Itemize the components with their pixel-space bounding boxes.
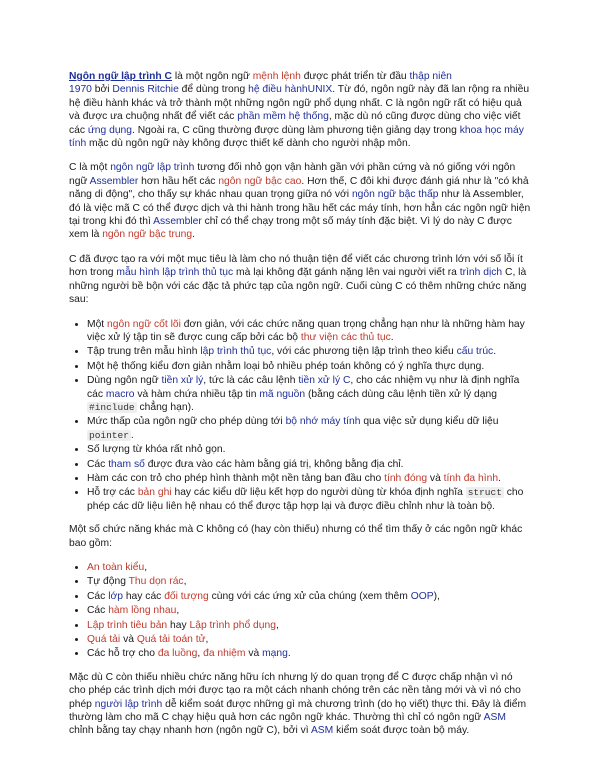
text: Một xyxy=(87,318,108,330)
text: Mặc dù C còn thiếu nhiều chức năng hữu ích nhưng lý do quan trọng để C được chấp nhận vì nó cho phép các trình dịch mới được tạo ra một cách nhanh chóng trên các nền tảng mới và vì nó cho phép xyxy=(69,671,521,710)
text: . xyxy=(287,648,291,660)
text: . Từ đó, ngôn ngữ này đã lan rộng ra nhiều hệ điều hành khác và trở thành một những ngôn ngữ phổ dụng nhất. C là ngôn ngữ rất có hiệu quả và được ưa chuộng nhất để viết các xyxy=(69,84,530,123)
text: được đưa vào các hàm bằng giá trị, không bằng địa chỉ. xyxy=(144,458,404,470)
text: hơn hầu hết các xyxy=(138,175,219,187)
text: và xyxy=(427,472,444,484)
list-item xyxy=(87,647,531,660)
link-ngon-ngu-bac-trung[interactable]: ngôn ngữ bậc trung xyxy=(102,229,193,241)
text: , cho các nhiệm vụ như là định nghĩa các xyxy=(87,375,520,400)
text: Các xyxy=(87,590,109,602)
text: , xyxy=(205,634,209,646)
text: . Hơn thế, C đôi khi được đánh giá như là "có khả năng di động", cho thấy sự khác nhau quan trọng giữa nó với xyxy=(69,175,529,201)
text: , xyxy=(197,648,204,660)
text: . xyxy=(130,429,134,441)
list-item xyxy=(87,458,531,471)
text: Số lượng từ khóa rất nhỏ gọn. xyxy=(87,444,226,456)
text: Mức thấp của ngôn ngữ cho phép dùng tới xyxy=(87,416,286,428)
list-item xyxy=(87,360,531,373)
link-khoa-hoc-may-tinh[interactable]: khoa học máy tính xyxy=(69,124,524,150)
list-item xyxy=(87,619,531,632)
text: và xyxy=(120,634,137,646)
text: tương đối nhỏ gọn vận hành gần với phần cứng và nó giống với ngôn ngữ xyxy=(69,162,516,187)
text: bởi xyxy=(91,84,113,96)
text: để dùng trong xyxy=(178,84,249,96)
link-qua-tai[interactable]: Quá tải xyxy=(87,634,121,646)
text: , xyxy=(183,576,187,588)
text: Tự động xyxy=(87,576,129,588)
paragraph-4 xyxy=(69,523,531,550)
text: hay các xyxy=(122,590,165,602)
text: , xyxy=(275,619,279,631)
text: . xyxy=(390,331,394,343)
article-title-link[interactable]: Ngôn ngữ lập trình C xyxy=(69,71,172,82)
list-item xyxy=(87,345,531,358)
link-mang[interactable]: mạng xyxy=(262,648,288,660)
list-item xyxy=(87,415,531,442)
list-item xyxy=(87,633,531,646)
link-dennis-ritchie[interactable]: Dennis Ritchie xyxy=(112,84,179,96)
link-bo-nho-may-tinh[interactable]: bộ nhớ máy tính xyxy=(285,416,361,428)
link-ham-long-nhau[interactable]: hàm lồng nhau xyxy=(108,605,177,617)
list-item xyxy=(87,472,531,485)
list-item xyxy=(87,443,531,456)
text: . xyxy=(493,346,497,358)
text: chỉ có thể chạy trong một số máy tính đặc biệt. Vì lý do này C được xem là xyxy=(69,216,512,241)
link-ngon-ngu-lap-trinh[interactable]: ngôn ngữ lập trình xyxy=(110,162,195,174)
text: ), xyxy=(433,590,440,602)
text: Dùng ngôn ngữ xyxy=(87,375,162,387)
text: mà lại không đặt gánh nặng lên vai người viết ra xyxy=(233,267,460,279)
intro-paragraph xyxy=(69,70,531,150)
text: . xyxy=(192,229,195,241)
text: C, là những người bề bộn với các đặc tả phức tạp của ngôn ngữ. Cuối cùng C có thêm những chức năng sau: xyxy=(69,267,527,306)
text: đơn giản, với các chức năng quan trọng chẳng hạn như là những hàm hay việc xử lý tập tin sẽ được cung cấp bởi các bộ xyxy=(87,318,525,343)
link-ngon-ngu-bac-thap[interactable]: ngôn ngữ bậc thấp xyxy=(351,189,439,201)
list-item xyxy=(87,374,531,414)
link-tinh-dong[interactable]: tính đóng xyxy=(384,472,428,484)
link-assembler[interactable]: Assembler xyxy=(89,175,139,187)
text: kiểm soát được toàn bộ máy. xyxy=(333,725,470,737)
link-lop[interactable]: lớp xyxy=(108,590,123,602)
features-list xyxy=(69,318,531,514)
link-thu-don-rac[interactable]: Thu dọn rác xyxy=(128,576,184,588)
list-item xyxy=(87,604,531,617)
article xyxy=(69,70,531,749)
text: cho phép các dữ liệu liên hệ nhau có thể được tập hợp lại và được điều chỉnh như là toàn bộ. xyxy=(87,487,524,512)
link-assembler-2[interactable]: Assembler xyxy=(153,216,202,228)
text: . xyxy=(498,472,501,484)
link-an-toan-kieu[interactable]: An toàn kiểu xyxy=(87,562,145,573)
text: chẳng hạn). xyxy=(136,401,194,413)
list-item xyxy=(87,590,531,603)
text: dễ kiểm soát được những gì mà chương trình (do họ viết) thực thi. Đây là điểm thường làm cho mã C chạy hiệu quả hơn các ngôn ngữ khác. Thường thì chỉ có ngôn ngữ xyxy=(69,698,527,724)
text: và xyxy=(245,648,263,660)
text: là một ngôn ngữ xyxy=(171,71,253,82)
link-lap-trinh-pho-dung[interactable]: Lập trình phổ dụng xyxy=(189,619,276,631)
text: cùng với các ứng xử của chúng (xem thêm xyxy=(208,590,411,602)
paragraph-3 xyxy=(69,253,531,307)
text: như là Assembler, đó là việc mã C có thể được dịch và thi hành trong hầu hết các máy tính, hơn hẳn các ngôn ngữ hiện tại trong khi đó thì xyxy=(69,189,531,228)
link-macro[interactable]: macro xyxy=(105,388,135,400)
text: hay các kiểu dữ liệu kết hợp do người dùng từ khóa định nghĩa xyxy=(171,487,466,499)
text: Một hệ thống kiểu đơn giản nhằm loại bỏ nhiều phép toán không có ý nghĩa thực dụng. xyxy=(87,360,485,372)
link-oop[interactable]: OOP xyxy=(410,590,434,602)
link-unix[interactable]: UNIX xyxy=(307,84,333,96)
text: Một số chức năng khác mà C không có (hay còn thiếu) nhưng có thể tìm thấy ở các ngôn ngữ khác bao gồm: xyxy=(69,524,523,549)
text: , tức là các câu lệnh xyxy=(203,375,299,387)
text: C đã được tạo ra với một mục tiêu là làm cho nó thuận tiện để viết các chương trình lớn với số lỗi ít hơn trong xyxy=(69,253,523,279)
code-include: #include xyxy=(89,401,135,413)
link-thu-vien-cac-thu-tuc[interactable]: thư viện các thủ tục xyxy=(300,331,391,343)
link-ngon-ngu-bac-cao[interactable]: ngôn ngữ bậc cao xyxy=(218,175,302,187)
text: Các xyxy=(87,458,109,470)
text: (bằng cách dùng câu lệnh tiền xử lý dạng xyxy=(305,388,497,400)
text: mặc dù ngôn ngữ này không được thiết kế dành cho người nhập môn. xyxy=(86,138,411,150)
code-pointer: pointer xyxy=(89,429,129,441)
text: Các xyxy=(87,605,109,617)
link-tien-xu-ly-c[interactable]: tiền xử lý C xyxy=(298,375,351,387)
text: Hàm các con trỏ cho phép hình thành một nền tảng ban đầu cho xyxy=(87,472,385,484)
text: C là một xyxy=(69,162,111,174)
text: . Ngoài ra, C cũng thường được dùng làm phương tiện giảng dạy trong xyxy=(132,124,460,136)
link-menh-lenh[interactable]: mệnh lệnh xyxy=(252,71,301,82)
link-doi-tuong[interactable]: đối tượng xyxy=(164,590,209,602)
text: Hỗ trợ các xyxy=(87,487,138,499)
text: chỉnh bằng tay chạy nhanh hơn (ngôn ngữ C), bởi vì xyxy=(69,725,311,737)
link-ma-nguon[interactable]: mã nguồn xyxy=(259,388,306,400)
text: qua việc sử dụng kiểu dữ liệu xyxy=(360,416,499,428)
link-qua-tai-toan-tu[interactable]: Quá tải toán tử xyxy=(136,634,206,646)
text: , xyxy=(144,562,148,573)
link-nguoi-lap-trinh[interactable]: người lập trình xyxy=(94,698,163,710)
link-ngon-ngu-cot-loi[interactable]: ngôn ngữ cốt lõi xyxy=(107,318,181,330)
link-da-luong[interactable]: đa luồng xyxy=(157,648,198,660)
paragraph-5 xyxy=(69,671,531,738)
text: , mặc dù nó cũng được dùng cho việc viết các xyxy=(69,111,521,136)
link-he-dieu-hanh[interactable]: hệ điều hành xyxy=(248,84,308,96)
link-phan-mem-he-thong[interactable]: phần mềm hệ thống xyxy=(237,111,329,123)
list-item xyxy=(87,486,531,513)
link-cau-truc[interactable]: cấu trúc xyxy=(456,346,494,358)
list-item xyxy=(87,575,531,588)
link-tham-so[interactable]: tham số xyxy=(108,458,145,470)
paragraph-2 xyxy=(69,161,531,241)
link-ban-ghi[interactable]: bản ghi xyxy=(137,487,172,499)
link-ung-dung[interactable]: ứng dụng xyxy=(87,124,133,136)
link-da-nhiem[interactable]: đa nhiệm xyxy=(203,648,246,660)
text: và hàm chứa nhiều tập tin xyxy=(134,388,260,400)
missing-features-list xyxy=(69,561,531,661)
text: Các hỗ trợ cho xyxy=(87,648,158,660)
text: được phát triển từ đầu xyxy=(300,71,410,82)
link-mau-hinh-lap-trinh-thu-tuc[interactable]: mẫu hình lập trình thủ tục xyxy=(116,267,234,279)
link-trinh-dich[interactable]: trình dịch xyxy=(459,267,503,279)
text: , xyxy=(176,605,180,617)
code-struct: struct xyxy=(467,487,502,499)
text: hay xyxy=(167,619,190,631)
link-tien-xu-ly[interactable]: tiền xử lý xyxy=(161,375,204,387)
text: Tập trung trên mẫu hình xyxy=(87,346,201,358)
link-asm[interactable]: ASM xyxy=(483,712,506,724)
list-item xyxy=(87,318,531,345)
link-1970[interactable]: 1970 xyxy=(69,84,92,96)
link-lap-trinh-tieu-ban[interactable]: Lập trình tiêu bản xyxy=(87,619,168,631)
list-item xyxy=(87,561,531,574)
link-thap-nien[interactable]: thập niên xyxy=(409,71,452,82)
link-asm-2[interactable]: ASM xyxy=(310,725,334,737)
link-tinh-da-hinh[interactable]: tính đa hình xyxy=(443,472,499,484)
link-lap-trinh-thu-tuc[interactable]: lập trình thủ tục xyxy=(200,346,272,358)
text: , với các phương tiện lập trình theo kiểu xyxy=(271,346,457,358)
